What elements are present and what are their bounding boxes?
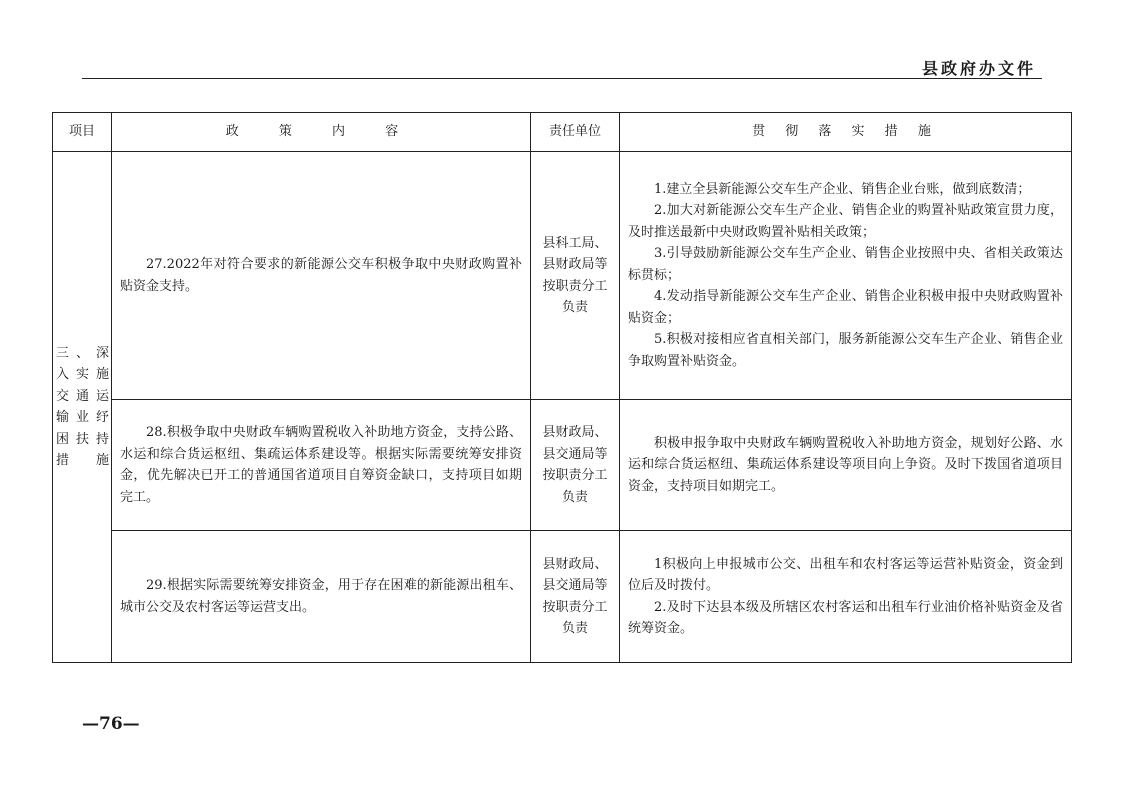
category-label: 三、深入实施交通运输业纾困扶持措施 xyxy=(56,345,110,468)
unit-line: 县科工局、 xyxy=(542,235,608,251)
unit-line: 负责 xyxy=(561,621,588,636)
measure-item: 4.发动指导新能源公交车生产企业、销售企业积极申报中央财政购置补贴资金； xyxy=(628,289,1063,326)
policy-content-text: 29.根据实际需要统筹安排资金，用于存在困难的新能源出租车、城市公交及农村客运等运营支出。 xyxy=(120,578,522,615)
measures-cell xyxy=(620,531,1072,663)
measure-item: 5.积极对接相应省直相关部门，服务新能源公交车生产企业、销售企业争取购置补贴资金。 xyxy=(628,332,1063,369)
header-divider xyxy=(82,78,1042,79)
unit-line: 负责 xyxy=(561,489,588,505)
unit-line: 县交通局等 xyxy=(542,446,608,462)
page-number: —76— xyxy=(82,714,140,734)
unit-line: 县财政局、 xyxy=(542,425,608,440)
header-implementation-measures: 贯 彻 落 实 措 施 xyxy=(620,113,1072,152)
measure-item: 2.及时下达县本级及所辖区农村客运和出租车行业油价格补贴资金及省统筹资金。 xyxy=(628,599,1063,636)
table-header-row xyxy=(53,113,1072,152)
measure-item: 1.建立全县新能源公交车生产企业、销售企业台账，做到底数清； xyxy=(654,181,1031,197)
measures-cell xyxy=(620,400,1072,531)
unit-line: 按职责分工 xyxy=(542,468,608,483)
unit-line: 负责 xyxy=(561,300,588,315)
measures-cell xyxy=(620,152,1072,400)
header-title: 县政府办文件 xyxy=(921,59,1036,78)
unit-line: 县财政局等 xyxy=(542,257,608,272)
header-responsible-unit: 责任单位 xyxy=(531,113,620,152)
table-row xyxy=(53,400,1072,531)
unit-line: 县财政局、 xyxy=(542,556,608,572)
header-policy-content: 政 策 内 容 xyxy=(112,113,531,152)
measure-item: 2.加大对新能源公交车生产企业、销售企业的购置补贴政策宣贯力度，及时推送最新中央财政购置补贴相关政策； xyxy=(628,203,1063,240)
policy-content-cell xyxy=(112,400,531,531)
measure-item: 1积极向上申报城市公交、出租车和农村客运等运营补贴资金，资金到位后及时拨付。 xyxy=(628,556,1063,593)
policy-table xyxy=(52,112,1072,663)
policy-content-text: 28.积极争取中央财政车辆购置税收入补助地方资金，支持公路、水运和综合货运枢纽、集疏运体系建设等。根据实际需要统筹安排资金，优先解决已开工的普通国省道项目自筹资金缺口，支持项目如期完工。 xyxy=(120,425,522,505)
table-row xyxy=(53,152,1072,400)
responsible-unit-cell xyxy=(531,152,620,400)
measure-item: 积极申报争取中央财政车辆购置税收入补助地方资金，规划好公路、水运和综合货运枢纽、集疏运体系建设等项目向上争资。及时下拨国省道项目资金，支持项目如期完工。 xyxy=(628,435,1063,494)
unit-line: 按职责分工 xyxy=(542,599,608,615)
table-row xyxy=(53,531,1072,663)
unit-line: 按职责分工 xyxy=(542,278,608,294)
policy-content-text: 27.2022年对符合要求的新能源公交车积极争取中央财政购置补贴资金支持。 xyxy=(120,257,522,294)
policy-content-cell xyxy=(112,531,531,663)
responsible-unit-cell xyxy=(531,531,620,663)
header-project: 项目 xyxy=(53,113,112,152)
policy-content-cell xyxy=(112,152,531,400)
responsible-unit-cell xyxy=(531,400,620,531)
unit-line: 县交通局等 xyxy=(542,578,608,593)
category-cell xyxy=(53,152,112,663)
measure-item: 3.引导鼓励新能源公交车生产企业、销售企业按照中央、省相关政策达标贯标； xyxy=(628,246,1063,283)
